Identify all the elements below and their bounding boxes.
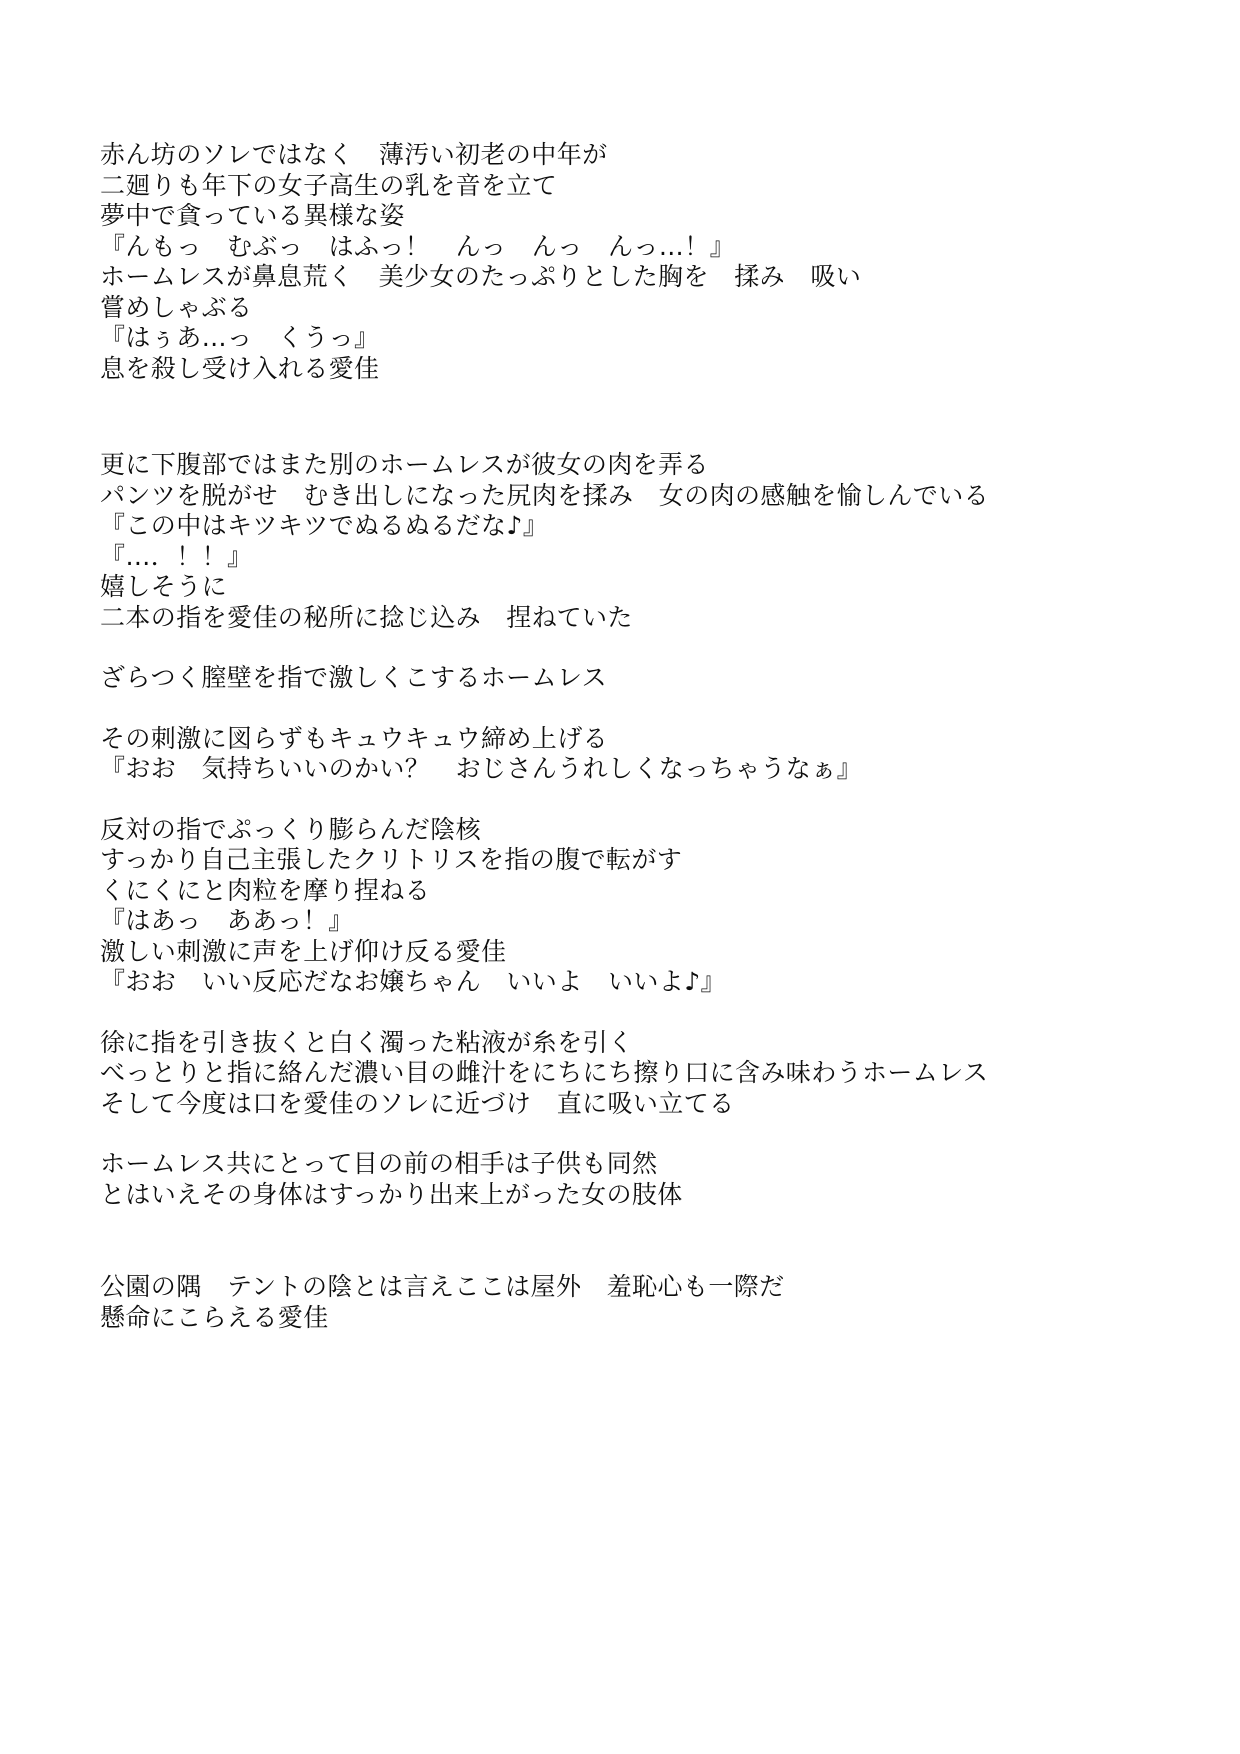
text-line: とはいえその身体はすっかり出来上がった女の肢体 bbox=[100, 1179, 683, 1209]
paragraph-spacer bbox=[100, 633, 1160, 663]
paragraph-spacer bbox=[100, 1119, 1160, 1149]
text-line: 『んもっ むぶっ はふっ！ んっ んっ んっ…！』 bbox=[100, 231, 736, 261]
text-line: べっとりと指に絡んだ濃い目の雌汁をにちにち擦り口に含み味わうホームレス bbox=[100, 1058, 989, 1087]
text-line: 徐に指を引き抜くと白く濁った粘液が糸を引く bbox=[100, 1027, 634, 1057]
text-line: 嬉しそうに bbox=[100, 572, 228, 601]
text-line: パンツを脱がせ むき出しになった尻肉を揉み 女の肉の感触を愉しんでいる bbox=[100, 480, 990, 510]
text-block bbox=[100, 450, 1160, 633]
text-block bbox=[100, 140, 1160, 384]
text-line: 『この中はキツキツでぬるぬるだな♪』 bbox=[100, 511, 549, 540]
text-line: 『おお いい反応だなお嬢ちゃん いいよ いいよ♪』 bbox=[100, 967, 726, 996]
document-text-body bbox=[100, 140, 1160, 1333]
text-line: くにくにと肉粒を摩り捏ねる bbox=[100, 875, 431, 905]
text-line: 『はあっ ああっ！』 bbox=[100, 906, 354, 935]
text-line: 『はぅあ…っ くうっ』 bbox=[100, 323, 380, 352]
text-line: 嘗めしゃぶる bbox=[100, 292, 253, 322]
text-line: ホームレスが鼻息荒く 美少女のたっぷりとした胸を 揉み 吸い bbox=[100, 262, 862, 291]
text-line: 公園の隅 テントの陰とは言えここは屋外 羞恥心も一際だ bbox=[100, 1272, 785, 1301]
text-line: すっかり自己主張したクリトリスを指の腹で転がす bbox=[100, 845, 683, 874]
text-line: そして今度は口を愛佳のソレに近づけ 直に吸い立てる bbox=[100, 1088, 735, 1118]
text-line: 二本の指を愛佳の秘所に捻じ込み 捏ねていた bbox=[100, 602, 633, 632]
text-block bbox=[100, 815, 1160, 998]
text-line: 息を殺し受け入れる愛佳 bbox=[100, 353, 380, 383]
text-line: 夢中で貪っている異様な姿 bbox=[100, 201, 405, 230]
paragraph-spacer bbox=[100, 1210, 1160, 1272]
text-line: 『おお 気持ちいいのかい？ おじさんうれしくなっちゃうなぁ』 bbox=[100, 754, 863, 783]
text-block bbox=[100, 1272, 1160, 1333]
paragraph-spacer bbox=[100, 384, 1160, 450]
text-line: 反対の指でぷっくり膨らんだ陰核 bbox=[100, 814, 482, 844]
text-block bbox=[100, 1149, 1160, 1210]
text-block bbox=[100, 1028, 1160, 1120]
text-block bbox=[100, 724, 1160, 785]
paragraph-spacer bbox=[100, 694, 1160, 724]
text-line: 赤ん坊のソレではなく 薄汚い初老の中年が bbox=[100, 140, 608, 169]
text-line: 二廻りも年下の女子高生の乳を音を立て bbox=[100, 170, 558, 200]
text-line: 激しい刺激に声を上げ仰け反る愛佳 bbox=[100, 936, 507, 966]
text-line: ホームレス共にとって目の前の相手は子供も同然 bbox=[100, 1149, 658, 1178]
paragraph-spacer bbox=[100, 785, 1160, 815]
text-block bbox=[100, 663, 1160, 694]
paragraph-spacer bbox=[100, 998, 1160, 1028]
text-line: その刺激に図らずもキュウキュウ締め上げる bbox=[100, 723, 609, 753]
text-line: ざらつく膣壁を指で激しくこするホームレス bbox=[100, 663, 608, 692]
text-line: 懸命にこらえる愛佳 bbox=[100, 1302, 329, 1332]
text-line: 『…．！！』 bbox=[100, 541, 253, 571]
text-line: 更に下腹部ではまた別のホームレスが彼女の肉を弄る bbox=[100, 450, 709, 479]
